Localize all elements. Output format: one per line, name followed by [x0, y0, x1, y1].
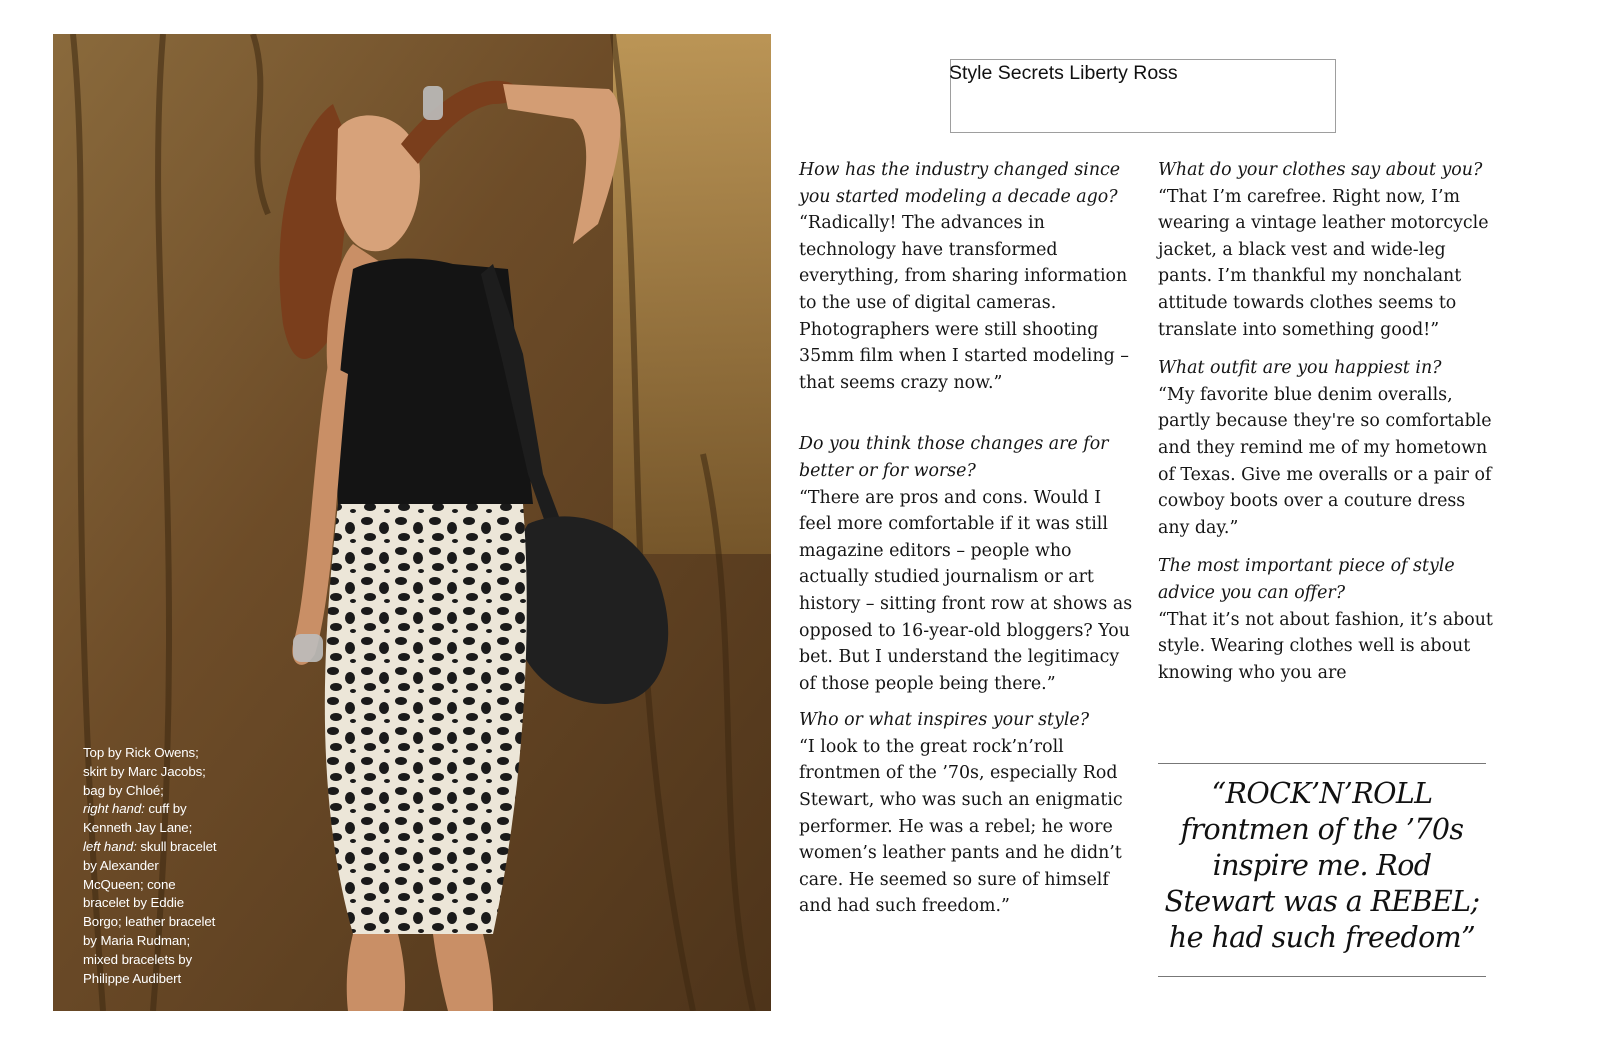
- pull-quote-bottom-rule: [1158, 976, 1486, 977]
- question-4: What do your clothes say about you?: [1158, 160, 1483, 180]
- answer-6: “That it’s not about fashion, it’s about style. Wearing clothes well is about knowing who you are: [1158, 609, 1493, 683]
- question-1: How has the industry changed since you started modeling a decade ago?: [799, 160, 1121, 207]
- caption-text: bracelet by Eddie: [83, 895, 185, 911]
- caption-line: [83, 819, 243, 838]
- interview-column-right: [1158, 157, 1493, 686]
- answer-5: “My favorite blue denim overalls, partly because they're so comfortable and they remind me of my hometown of Texas. Give me overalls or a pair of cowboy boots over a couture dress any day.”: [1158, 384, 1492, 538]
- answer-3: “I look to the great rock’n’roll frontmen of the ’70s, especially Rod Stewart, who was such an enigmatic performer. He was a rebel; he wore women’s leather pants and he didn’t care. He seemed so sure of himself and had such freedom.”: [799, 736, 1123, 917]
- caption-line: [83, 951, 243, 970]
- caption-text: bag by Chloé;: [83, 782, 164, 798]
- caption-line: [83, 763, 243, 782]
- question-6: The most important piece of style advice you can offer?: [1158, 556, 1455, 603]
- caption-text: skirt by Marc Jacobs;: [83, 763, 206, 779]
- photo-credits-caption: [83, 744, 243, 988]
- caption-text: by Maria Rudman;: [83, 932, 191, 948]
- caption-text: Kenneth Jay Lane;: [83, 820, 193, 836]
- article-title: Style Secrets Liberty Ross: [949, 62, 1178, 84]
- article-title-box: [950, 59, 1336, 133]
- caption-line: [83, 782, 243, 801]
- pull-quote-top-rule: [1158, 763, 1486, 764]
- caption-line: [83, 857, 243, 876]
- caption-text: Philippe Audibert: [83, 970, 182, 986]
- answer-4: “That I’m carefree. Right now, I’m wearing a vintage leather motorcycle jacket, a black vest and wide-leg pants. I’m thankful my nonchalant attitude towards clothes seems to translate into something good!”: [1158, 186, 1489, 340]
- caption-line: [83, 913, 243, 932]
- fashion-photo: [53, 34, 771, 1011]
- caption-line: [83, 876, 243, 895]
- question-5: What outfit are you happiest in?: [1158, 358, 1442, 379]
- caption-text: mixed bracelets by: [83, 951, 193, 967]
- caption-text: by Alexander: [83, 857, 159, 873]
- caption-line: [83, 800, 243, 819]
- caption-line: [83, 970, 243, 989]
- caption-italic-label: left hand:: [83, 838, 137, 854]
- caption-line: [83, 894, 243, 913]
- caption-line: [83, 838, 243, 857]
- answer-1: “Radically! The advances in technology have transformed everything, from sharing information to the use of digital cameras. Photographers were still shooting 35mm film when I started modeling – that seems crazy now.”: [799, 213, 1129, 393]
- caption-line: [83, 744, 243, 763]
- answer-2: “There are pros and cons. Would I feel more comfortable if it was still magazine editors – people who actually studied journalism or art history – sitting front row at shows as opposed to 16-year-old bloggers? You bet. But I understand the legitimacy of those people being there.”: [799, 487, 1133, 694]
- interview-column-left: [799, 157, 1134, 920]
- caption-text: Borgo; leather bracelet: [83, 914, 216, 930]
- caption-text: cuff by: [144, 801, 187, 817]
- question-3: Who or what inspires your style?: [799, 710, 1090, 731]
- caption-italic-label: right hand:: [83, 801, 145, 817]
- caption-line: [83, 932, 243, 951]
- caption-text: skull bracelet: [136, 838, 217, 854]
- question-2: Do you think those changes are for better or for worse?: [799, 434, 1109, 481]
- caption-text: McQueen; cone: [83, 876, 176, 892]
- pull-quote: “ROCK’N’ROLL frontmen of the ’70s inspire me. Rod Stewart was a REBEL; he had such freedom”: [1164, 777, 1480, 954]
- caption-text: Top by Rick Owens;: [83, 745, 199, 760]
